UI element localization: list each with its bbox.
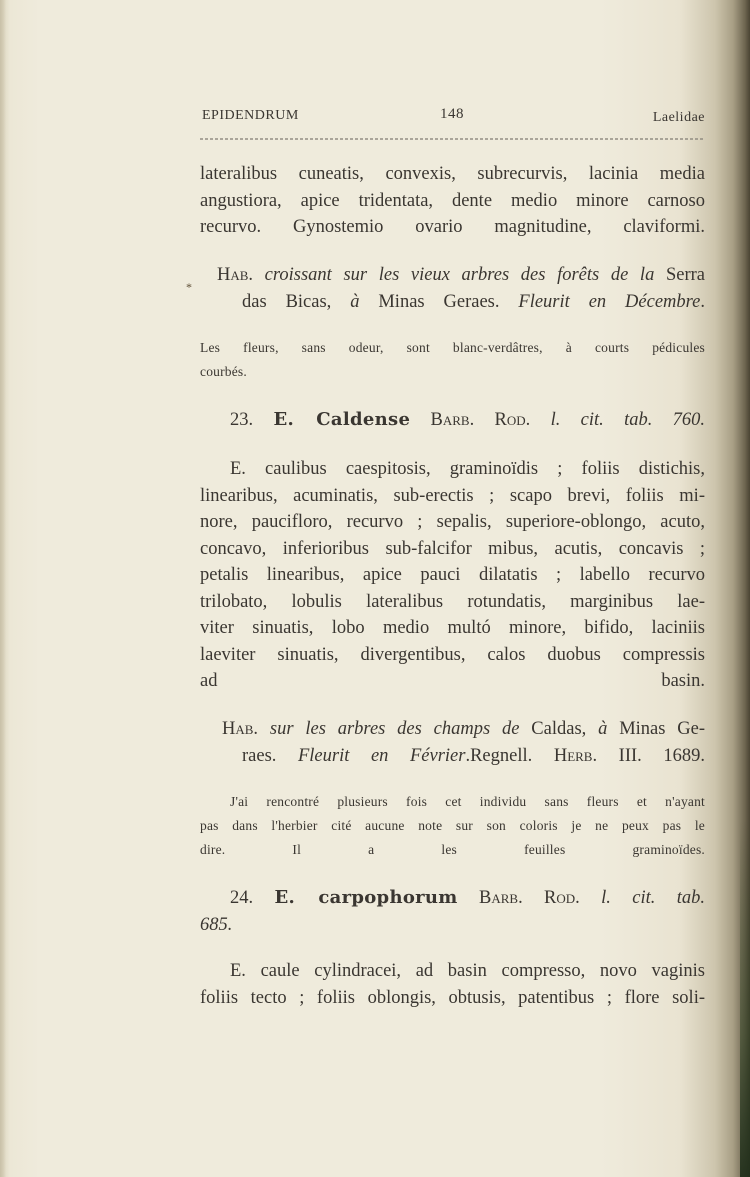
text-line: viter sinuatis, lobo medio multó minore, bifido, laciniis	[200, 618, 705, 638]
text-line: dire. Il a les feuilles graminoïdes.	[200, 842, 705, 857]
text-line: E. caule cylindracei, ad basin compresso, novo vaginis	[230, 961, 705, 981]
text-line: J'ai rencontré plusieurs fois cet individu sans fleurs et n'ayant	[230, 794, 705, 809]
text-line: foliis tecto ; foliis oblongis, obtusis, patentibus ; flore soli-	[200, 987, 705, 1008]
species-name: E. Caldense	[273, 409, 411, 430]
text-line: courbés.	[200, 364, 247, 379]
species-name: E. carpophorum	[274, 887, 458, 908]
page-number: 148	[440, 106, 464, 122]
text-line: recurvo. Gynostemio ovario magnitudine, claviformi.	[200, 217, 705, 237]
header-genus: EPIDENDRUM	[202, 108, 299, 123]
text-line: angustiora, apice tridentata, dente medio minore carnoso	[200, 190, 705, 211]
species-description-24	[200, 958, 705, 1011]
text-line: E. caulibus caespitosis, graminoïdis ; foliis distichis,	[230, 459, 705, 479]
text-line: nore, paucifloro, recurvo ; sepalis, superiore-oblongo, acuto,	[200, 512, 705, 532]
habitat-note-2: Hab. sur les arbres des champs de Caldas, à Minas Ge- raes. Fleurit en Février.Regnell. Herb. III. 1689.	[222, 719, 706, 766]
margin-mark: *	[186, 280, 192, 294]
description-continuation	[200, 161, 705, 241]
habitat-note: Hab. croissant sur les vieux arbres des forêts de la Serra das Bicas, à Minas Geraes. Fleurit en Décembre.	[217, 265, 706, 312]
text-line: petalis linearibus, apice pauci dilatatis ; labello recurvo	[200, 565, 705, 585]
text-line: pas dans l'herbier cité aucune note sur son coloris je ne peux pas le	[200, 818, 705, 833]
text-line: Les fleurs, sans odeur, sont blanc-verdâtres, à courts pédicules	[200, 340, 705, 355]
text-line: lateralibus cuneatis, convexis, subrecurvis, lacinia media	[200, 164, 705, 184]
species-heading-24: 24. E. carpophorum Barb. Rod. l. cit. tab. 685.	[200, 887, 706, 935]
species-heading-23: 23. E. Caldense Barb. Rod. l. cit. tab. 760.	[230, 409, 706, 430]
text-line: concavo, inferioribus sub-falcifor mibus, acutis, concavis ;	[200, 538, 705, 559]
text-line: laeviter sinuatis, divergentibus, calos duobus compressis	[200, 644, 705, 665]
text-line: linearibus, acuminatis, sub-erectis ; scapo brevi, foliis mi-	[200, 485, 705, 506]
observation-note-2	[200, 790, 705, 862]
observation-note	[200, 336, 705, 384]
text-line: trilobato, lobulis lateralibus rotundatis, marginibus lae-	[200, 591, 705, 612]
text-line: ad basin.	[200, 671, 705, 691]
running-header	[202, 106, 705, 130]
header-family: Laelidae	[652, 110, 705, 125]
header-rule	[200, 138, 705, 140]
hab-label: Hab.	[217, 265, 254, 285]
hab-label: Hab.	[222, 719, 259, 739]
species-description-23	[200, 456, 705, 695]
